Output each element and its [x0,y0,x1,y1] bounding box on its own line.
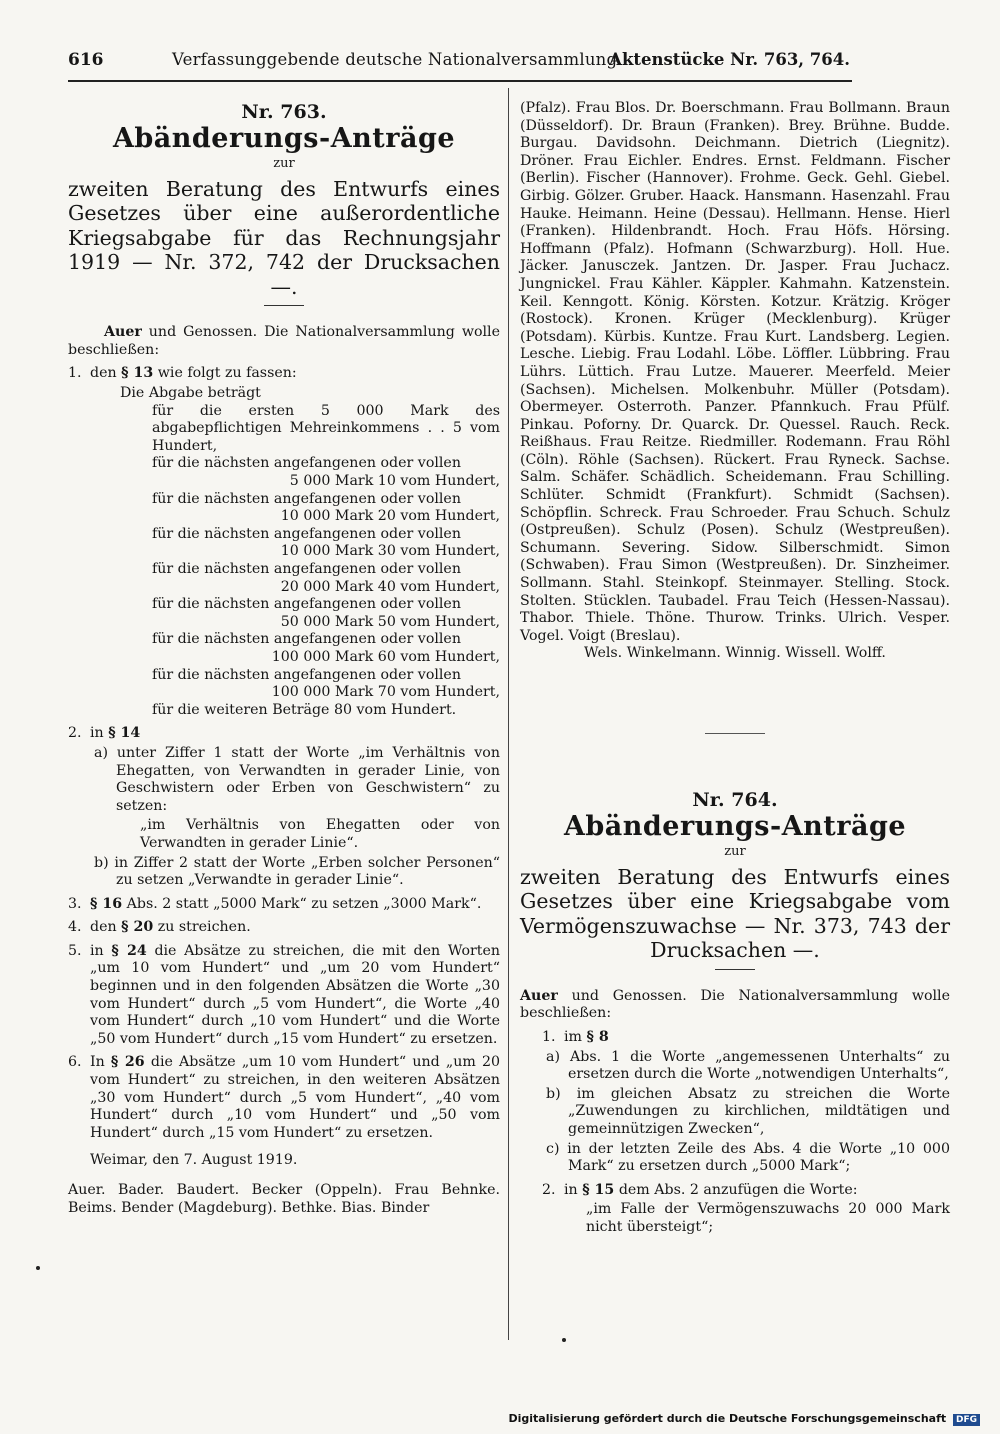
doc764-item-2: 2. in § 15 dem Abs. 2 anzufügen die Worte: [542,1181,858,1198]
header-title: Verfassunggebende deutsche Nationalversammlung. [172,50,623,69]
doc763-rate-list [68,455,500,701]
doc763-item-2a: a) unter Ziffer 1 statt der Worte „im Verhältnis von Ehegatten, von Verwandten in gerader Linie, von Geschwistern oder Erben von Geschwistern“ zu setzen: [94,744,500,814]
right-column [520,100,950,1237]
doc763-title: Abänderungs-Anträge [112,122,456,154]
doc763-signatories-right: (Pfalz). Frau Blos. Dr. Boerschmann. Frau Bollmann. Braun (Düsseldorf). Dr. Braun (Franken). Brey. Brühne. Budde. Burgau. Davidsohn. Deichmann. Dietrich (Liegnitz). Dröner. Frau Eichler. Endres. Ernst. Feldmann. Fischer (Berlin). Fischer (Hannover). Frohme. Geck. Gehl. Giebel. Girbig. Gölzer. Gruber. Haack. Hansmann. Hasenzahl. Frau Hauke. Heimann. Heine (Dessau). Hellmann. Hense. Hierl (Franken). Hildenbrandt. Hoch. Frau Höfs. Hörsing. Hoffmann (Pfalz). Hofmann (Schwarzburg). Holl. Hue. Jäcker. Janusczek. Jantzen. Dr. Jasper. Frau Juchacz. Jungnickel. Frau Kähler. Käppler. Kahmahn. Katzenstein. Keil. Kenngott. König. Körsten. Kotzur. Krätzig. Kröger (Rostock). Kronen. Krüger (Mecklenburg). Krüger (Potsdam). Kürbis. Kuntze. Frau Kurt. Landsberg. Legien. Lesche. Liebig. Frau Lodahl. Löbe. Löffler. Lübbring. Frau Lührs. Lüttich. Frau Lutze. Mauerer. Meerfeld. Meier (Sachsen). Michelsen. Molkenbuhr. Müller (Potsdam). Obermeyer. Osterroth. Panzer. Pfannkuch. Frau Pfülf. Pinkau. Poforny. Dr. Quarck. Dr. Quessel. Rauch. Reck. Reißhaus. Frau Reitze. Riedmiller. Rodemann. Frau Röhl (Cöln). Röhle (Sachsen). Rückert. Frau Ryneck. Sachse. Salm. Schäfer. Schädlich. Scheidemann. Frau Schilling. Schlüter. Schmidt (Frankfurt). Schmidt (Sachsen). Schöpflin. Schreck. Frau Schroeder. Frau Schuch. Schulz (Ostpreußen). Schulz (Posen). Schulz (Westpreußen). Schumann. Severing. Sidow. Silberschmidt. Simon (Schwaben). Frau Simon (Westpreußen). Dr. Sinzheimer. Sollmann. Stahl. Steinkopf. Steinmayer. Stelling. Stock. Stolten. Stücklen. Taubadel. Frau Teich (Hessen-Nassau). Thabor. Thiele. Thöne. Thurow. Trinks. Ulrich. Vesper. Vogel. Voigt (Breslau). [520,100,950,644]
header-rule [68,80,852,82]
dfg-logo: DFG [953,1414,980,1426]
doc763-item-2: 2. in § 14 [68,725,141,742]
doc763-item-1: 1. den § 13 wie folgt zu fassen: [68,365,297,382]
section-separator [705,733,765,734]
paragraph-ref: § 8 [586,1028,609,1045]
rate-label: für die nächsten angefangenen oder vollen [152,455,461,472]
rate-amount: 5 000 Mark 10 vom Hundert, [289,473,500,490]
doc764-title: Abänderungs-Anträge [563,810,907,842]
doc764-item-1: 1. im § 8 [542,1028,609,1045]
doc763-intro-name: Auer [104,324,142,341]
rate-label: für die nächsten angefangenen oder vollen [152,525,461,542]
doc763-rate-first: für die ersten 5 000 Mark des abgabepflichtigen Mehreinkommens . . 5 vom Hundert, [152,402,500,454]
page-header [68,50,850,76]
paragraph-ref: § 15 [582,1181,615,1198]
rate-label: für die nächsten angefangenen oder vollen [152,631,461,648]
rate-amount: 10 000 Mark 30 vom Hundert, [280,543,500,560]
doc763-item-3: 3. § 16 Abs. 2 statt „5000 Mark“ zu setzen „3000 Mark“. [68,895,482,912]
paragraph-ref: § 20 [121,919,154,936]
doc764-item-2-quote: „im Falle der Vermögenszuwachs 20 000 Mark nicht übersteigt“; [586,1201,950,1235]
doc764-zur: zur [724,844,746,860]
doc764-item-1a: a) Abs. 1 die Worte „angemessenen Unterhalts“ zu ersetzen durch die Worte „notwendigen Unterhalts“, [546,1048,950,1083]
doc764-item-1b: b) im gleichen Absatz zu streichen die Worte „Zuwendungen zu kirchlichen, mildtätigen und gemeinnützigen Zwecken“, [546,1085,950,1137]
doc763-subtitle: zweiten Beratung des Entwurfs eines Gesetzes über eine außerordentliche Kriegsabgabe für das Rechnungsjahr 1919 — Nr. 372, 742 der Drucksachen —. [68,176,500,299]
doc763-item-5: 5. in § 24 die Absätze zu streichen, die mit den Worten „um 10 vom Hundert“ und „um 20 vom Hundert“ beginnen und in den folgenden Absätzen die Worte „30 vom Hundert“ durch „5 vom Hundert“, die Worte „40 vom Hundert“ durch „10 vom Hundert“ und die Worte „50 vom Hundert“ durch „15 vom Hundert“ zu ersetzen. [68,942,500,1047]
paragraph-ref: § 13 [121,365,154,382]
doc763-item-4: 4. den § 20 zu streichen. [68,919,251,936]
doc763-number: Nr. 763. [241,101,327,123]
margin-mark [36,1266,40,1270]
doc763-item-6: 6. In § 26 die Absätze „um 10 vom Hundert“ und „um 20 vom Hundert“ zu streichen, in den weiteren Absätzen „30 vom Hundert“ durch „5 vom Hundert“, „40 vom Hundert“ durch „10 vom Hundert“ und „50 vom Hundert“ durch „15 vom Hundert“ zu ersetzen. [68,1054,501,1141]
paragraph-ref: § 26 [110,1054,145,1071]
doc764-intro [520,988,950,1023]
paragraph-ref: § 14 [108,725,141,742]
left-column [68,100,500,1217]
header-aktenstueck: Aktenstücke Nr. 763, 764. [609,50,850,69]
page-number: 616 [68,50,104,70]
doc764-item-1c: c) in der letzten Zeile des Abs. 4 die Worte „10 000 Mark“ zu ersetzen durch „5000 Mark“; [546,1140,950,1175]
digitization-credit [508,1412,980,1426]
doc763-item-2a-quote: „im Verhältnis von Ehegatten oder von Verwandten in gerader Linie“. [140,817,500,851]
rate-amount: 100 000 Mark 70 vom Hundert, [271,684,500,701]
rate-amount: 50 000 Mark 50 vom Hundert, [280,613,500,630]
doc764-intro-text: und Genossen. Die Nationalversammlung wolle beschließen: [520,987,950,1022]
column-divider [508,88,509,1340]
credit-text: Digitalisierung gefördert durch die Deutsche Forschungsgemeinschaft [508,1412,947,1425]
doc763-abgabe: Die Abgabe beträgt [120,385,261,402]
doc764-intro-name: Auer [520,987,558,1004]
rate-amount: 100 000 Mark 60 vom Hundert, [271,648,500,665]
rate-label: für die nächsten angefangenen oder vollen [152,596,461,613]
doc763-rate-last: für die weiteren Beträge 80 vom Hundert. [152,701,457,718]
doc763-signatories-last: Wels. Winkelmann. Winnig. Wissell. Wolff. [584,645,886,662]
doc763-item-2b: b) in Ziffer 2 statt der Worte „Erben solcher Personen“ zu setzen „Verwandte in gerader Linie“. [94,854,500,889]
doc763-intro [68,324,500,359]
rate-amount: 20 000 Mark 40 vom Hundert, [280,578,500,595]
rate-amount: 10 000 Mark 20 vom Hundert, [280,508,500,525]
rate-label: für die nächsten angefangenen oder vollen [152,490,461,507]
paragraph-ref: § 16 [90,895,123,912]
doc763-signatories-left: Auer. Bader. Baudert. Becker (Oppeln). Frau Behnke. Beims. Bender (Magdeburg). Bethke. Bias. Binder [68,1182,500,1216]
rate-label: für die nächsten angefangenen oder vollen [152,666,461,683]
margin-mark [562,1338,566,1342]
doc763-intro-text: und Genossen. Die Nationalversammlung wolle beschließen: [68,324,500,358]
doc763-zur: zur [273,156,295,172]
doc764-number: Nr. 764. [692,789,778,811]
paragraph-ref: § 24 [111,942,147,959]
doc764-rule [715,969,755,970]
doc764-subtitle: zweiten Beratung des Entwurfs eines Gesetzes über eine Kriegsabgabe vom Vermögenszuwachse — Nr. 373, 743 der Drucksachen —. [520,864,950,963]
doc763-rule [264,305,304,306]
doc763-date: Weimar, den 7. August 1919. [90,1152,298,1169]
rate-label: für die nächsten angefangenen oder vollen [152,561,461,577]
